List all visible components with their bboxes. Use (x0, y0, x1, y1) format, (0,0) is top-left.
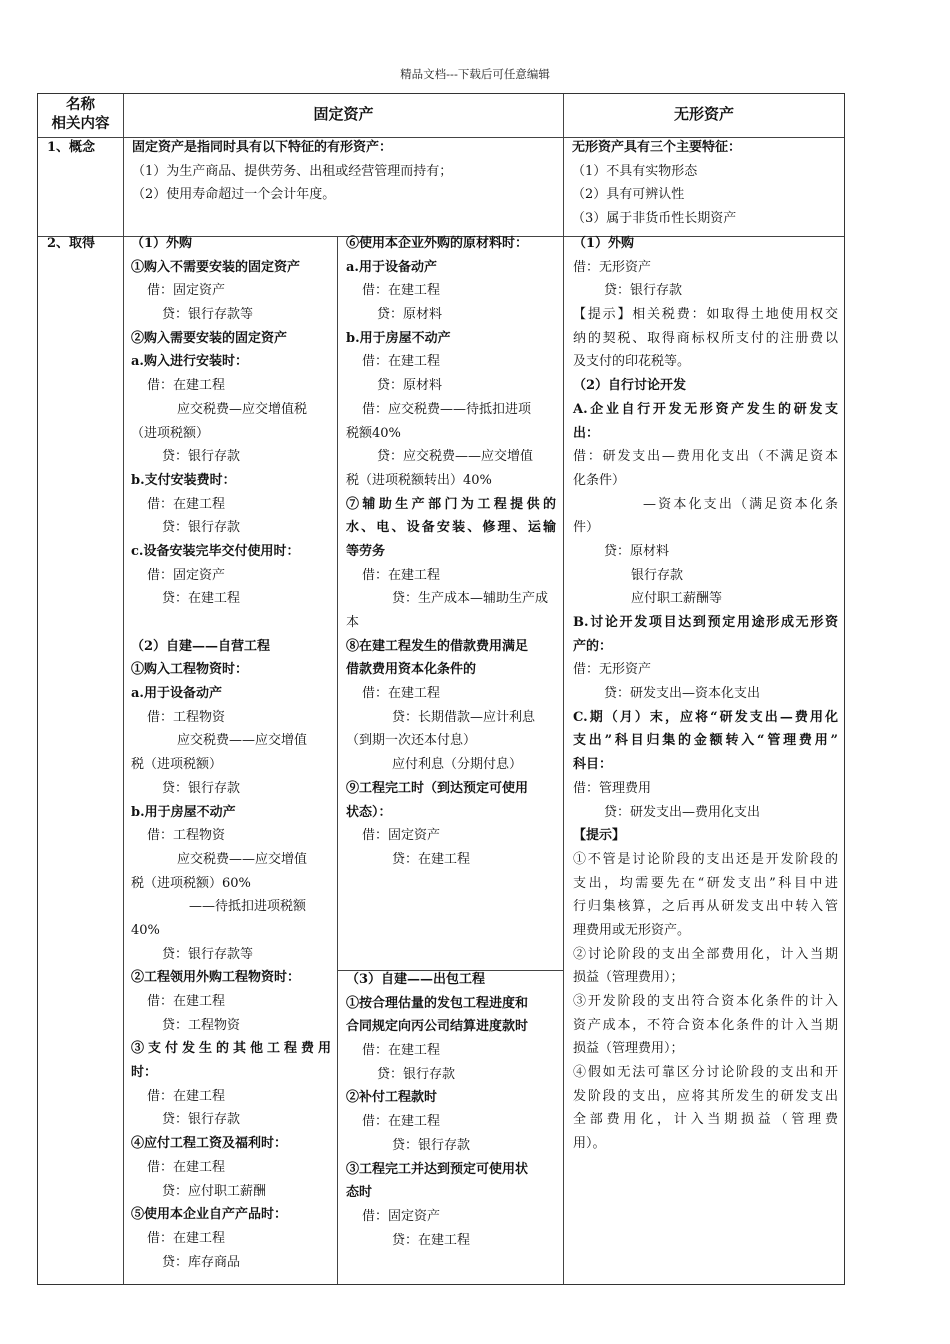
entry-line: 借：工程物资 (147, 828, 226, 844)
concept-fixed-assets (132, 136, 560, 207)
entry-line: 贷：应交税费——应交增值 (377, 449, 534, 465)
entry-line: ——待抵扣进项税额 (189, 899, 307, 915)
entry-line: 税（进项税额） (131, 757, 223, 773)
entry-line: A.企业自行开发无形资产发生的研发支 (573, 401, 838, 417)
entry-line: 借：固定资产 (147, 567, 226, 583)
entry-line: 理费用或无形资产。 (573, 922, 691, 938)
page-watermark-header: 精品文档---下载后可任意编辑 (400, 67, 550, 81)
entry-line: （到期一次还本付息） (346, 733, 477, 749)
entry-line: 应交税费—应交增值税 (177, 401, 308, 417)
entry-line: 贷：长期借款—应计利息 (392, 709, 536, 725)
entry-line: 纳的契税、取得商标权所支付的注册费以 (573, 330, 838, 346)
entry-line: ③工程完工并达到预定可使用状 (346, 1161, 529, 1177)
entry-line: 贷：银行存款 (392, 1137, 471, 1153)
entry-line: b.用于房屋不动产 (131, 804, 236, 820)
entry-line: 借：在建工程 (362, 354, 441, 370)
entry-line: 贷：银行存款 (162, 520, 241, 536)
entry-line: 损益（管理费用）； (573, 970, 684, 986)
entry-line: 借款费用资本化条件的 (346, 662, 477, 678)
entry-line: 贷：银行存款等 (162, 946, 254, 962)
entry-line: 行归集核算，之后再从研发支出中转入管 (573, 899, 838, 915)
entry-line: 贷：在建工程 (392, 1232, 471, 1248)
entry-line: 银行存款 (631, 567, 684, 583)
header-category-cell (38, 94, 123, 137)
entry-line: ②讨论阶段的支出全部费用化，计入当期 (573, 946, 838, 962)
entry-line: ⑧在建工程发生的借款费用满足 (346, 638, 529, 654)
entry-line: 借：在建工程 (147, 994, 226, 1009)
entry-line: 时： (131, 1065, 158, 1081)
entry-line: 贷：原材料 (377, 378, 443, 394)
entry-line: B.讨论开发项目达到预定用途形成无形资 (573, 615, 838, 630)
entry-line (131, 611, 331, 635)
entry-line: 40% (131, 922, 160, 938)
concept-intangible-assets (572, 136, 838, 231)
entry-line: （3）自建——出包工程 (346, 972, 486, 987)
entry-line: 税（进项税额）60% (131, 875, 251, 891)
entry-line: ③开发阶段的支出符合资本化条件的计入 (573, 994, 838, 1009)
entry-line: ①按合理估量的发包工程进度和 (346, 995, 529, 1011)
entry-line: 税（进项税额转出）40% (346, 472, 492, 488)
entry-line: 态时 (346, 1185, 373, 1201)
entry-line: 科目： (573, 757, 613, 773)
text-line: （2）使用寿命超过一个会计年度。 (132, 187, 336, 203)
entry-line: 贷：银行存款 (162, 780, 241, 796)
entry-line: 借：无形资产 (573, 259, 652, 275)
entry-line: 支出，均需要先在“研发支出”科目中进 (573, 875, 838, 891)
entry-line: 借：在建工程 (362, 1043, 441, 1059)
entry-line: 应交税费——应交增值 (177, 733, 308, 749)
acquire-fixed-outsourced (346, 968, 556, 1252)
entry-line: ②工程领用外购工程物资时： (131, 970, 301, 986)
entry-line: 贷：在建工程 (162, 591, 241, 607)
entry-line: 状态）： (346, 804, 392, 820)
entry-line: ①购入工程物资时： (131, 662, 249, 678)
entry-line: 借：在建工程 (147, 496, 226, 512)
entry-line: 借：固定资产 (147, 283, 226, 299)
entry-line: C.期（月）末，应将“研发支出—费用化 (573, 709, 838, 725)
entry-line: 税额40% (346, 425, 401, 441)
entry-line: 贷：银行存款 (162, 449, 241, 465)
entry-line: 贷：研发支出—费用化支出 (604, 804, 761, 820)
entry-line: 贷：原材料 (377, 307, 443, 323)
entry-line: 借：在建工程 (147, 1159, 226, 1175)
entry-line: 借：在建工程 (147, 1088, 226, 1104)
entry-line: —资本化支出（满足资本化条 (643, 496, 838, 512)
entry-line: 应付利息（分期付息） (392, 757, 523, 773)
acquire-fixed-selfbuild-continued (346, 232, 556, 872)
entry-line: （1）外购 (131, 236, 193, 251)
entry-line: 应交税费——应交增值 (177, 851, 308, 867)
entry-line: 出： (573, 425, 600, 441)
col-divider-3 (563, 94, 564, 1284)
text-line: （1）为生产商品、提供劳务、出租或经营管理而持有； (132, 163, 453, 179)
entry-line: 用）。 (573, 1136, 606, 1152)
entry-line: 借：在建工程 (147, 1230, 226, 1246)
entry-line: 贷：原材料 (604, 543, 670, 559)
entry-line: 及支付的印花税等。 (573, 354, 691, 370)
entry-line: 本 (346, 615, 360, 630)
entry-line: ①购入不需要安装的固定资产 (131, 259, 301, 275)
entry-line: 贷：银行存款 (162, 1112, 241, 1128)
entry-line: 贷：库存商品 (162, 1254, 241, 1270)
entry-line: ②购入需要安装的固定资产 (131, 330, 288, 346)
entry-line: 产的： (573, 638, 613, 654)
entry-line: 借：在建工程 (362, 686, 441, 702)
entry-line: （进项税额） (131, 425, 210, 441)
entry-line: （2）自建——自营工程 (131, 638, 271, 654)
entry-line: 化条件） (573, 472, 626, 488)
entry-line: 贷：生产成本—辅助生产成 (392, 591, 549, 607)
header-intangible-assets: 无形资产 (673, 105, 734, 123)
entry-line: 贷：应付职工薪酬 (162, 1183, 267, 1199)
entry-line: ⑥使用本企业外购的原材料时： (346, 236, 529, 251)
entry-line: 贷：研发支出—资本化支出 (604, 686, 761, 702)
entry-line: a.购入进行安装时： (131, 354, 248, 370)
entry-line: 【提示】相关税费：如取得土地使用权交 (573, 307, 838, 323)
entry-line: b.支付安装费时： (131, 472, 236, 488)
entry-line: 贷：在建工程 (392, 851, 471, 867)
text-line: 固定资产是指同时具有以下特征的有形资产： (132, 140, 393, 155)
entry-line: 水、电、设备安装、修理、运输 (346, 520, 556, 536)
entry-line: （1）外购 (573, 236, 635, 251)
entry-line: a.用于设备动产 (131, 686, 222, 702)
entry-line: 借：研发支出—费用化支出（不满足资本 (573, 449, 838, 465)
entry-line: 贷：银行存款等 (162, 307, 254, 323)
entry-line: 借：固定资产 (362, 1208, 441, 1224)
col-divider-2 (337, 236, 338, 1284)
entry-line: 贷：工程物资 (162, 1017, 241, 1033)
entry-line: 借：管理费用 (573, 780, 652, 796)
entry-line: 资产成本，不符合资本化条件的计入当期 (573, 1017, 838, 1033)
entry-line: 贷：银行存款 (377, 1066, 456, 1082)
entry-line: 借：在建工程 (147, 378, 226, 394)
text-line: （2）具有可辨认性 (572, 187, 685, 203)
row-label-concept: 1、概念 (47, 140, 96, 155)
entry-line: 借：工程物资 (147, 709, 226, 725)
entry-line: 贷：银行存款 (604, 283, 683, 299)
row-label-acquire: 2、取得 (47, 236, 96, 251)
entry-line: c.设备安装完毕交付使用时： (131, 543, 300, 559)
entry-line: 发阶段的支出，应将其所发生的研发支出 (573, 1088, 838, 1104)
header-name-label: 名称 (66, 97, 95, 113)
entry-line: 件） (573, 520, 600, 536)
entry-line: 借：在建工程 (362, 567, 441, 583)
entry-line: 借：固定资产 (362, 828, 441, 844)
text-line: （3）属于非货币性长期资产 (572, 211, 737, 227)
entry-line: 合同规定向丙公司结算进度款时 (346, 1019, 529, 1035)
entry-line: b.用于房屋不动产 (346, 330, 451, 346)
entry-line: 全部费用化，计入当期损益（管理费 (573, 1112, 838, 1128)
entry-line: ③支付发生的其他工程费用 (131, 1041, 331, 1057)
entry-line: ⑤使用本企业自产产品时： (131, 1207, 288, 1223)
entry-line: 借：应交税费——待抵扣进项 (362, 401, 532, 417)
entry-line: ①不管是讨论阶段的支出还是开发阶段的 (573, 851, 838, 867)
header-content-label: 相关内容 (51, 116, 110, 132)
entry-line: ⑦辅助生产部门为工程提供的 (346, 496, 556, 512)
text-line: 无形资产具有三个主要特征： (572, 140, 742, 155)
entry-line: a.用于设备动产 (346, 259, 437, 275)
entry-line: 【提示】 (573, 828, 626, 844)
entry-line: ⑨工程完工时（到达预定可使用 (346, 780, 529, 796)
col-divider-1 (123, 94, 124, 1284)
entry-line: ②补付工程款时 (346, 1090, 438, 1106)
acquire-intangible (573, 232, 838, 1156)
header-fixed-assets: 固定资产 (313, 105, 374, 123)
entry-line: 等劳务 (346, 543, 386, 559)
entry-line: 损益（管理费用）； (573, 1041, 684, 1057)
text-line: （1）不具有实物形态 (572, 163, 698, 179)
entry-line: 借：在建工程 (362, 283, 441, 299)
entry-line: 借：无形资产 (573, 662, 652, 678)
entry-line: 借：在建工程 (362, 1114, 441, 1130)
entry-line: （2）自行讨论开发 (573, 378, 687, 394)
entry-line: ④应付工程工资及福利时： (131, 1136, 288, 1152)
acquire-fixed-purchase-selfbuild (131, 232, 331, 1274)
entry-line: ④假如无法可靠区分讨论阶段的支出和开 (573, 1065, 838, 1081)
entry-line: 支出”科目归集的金额转入“管理费用” (573, 733, 838, 749)
comparison-table (37, 93, 845, 1285)
entry-line: 应付职工薪酬等 (631, 591, 723, 607)
